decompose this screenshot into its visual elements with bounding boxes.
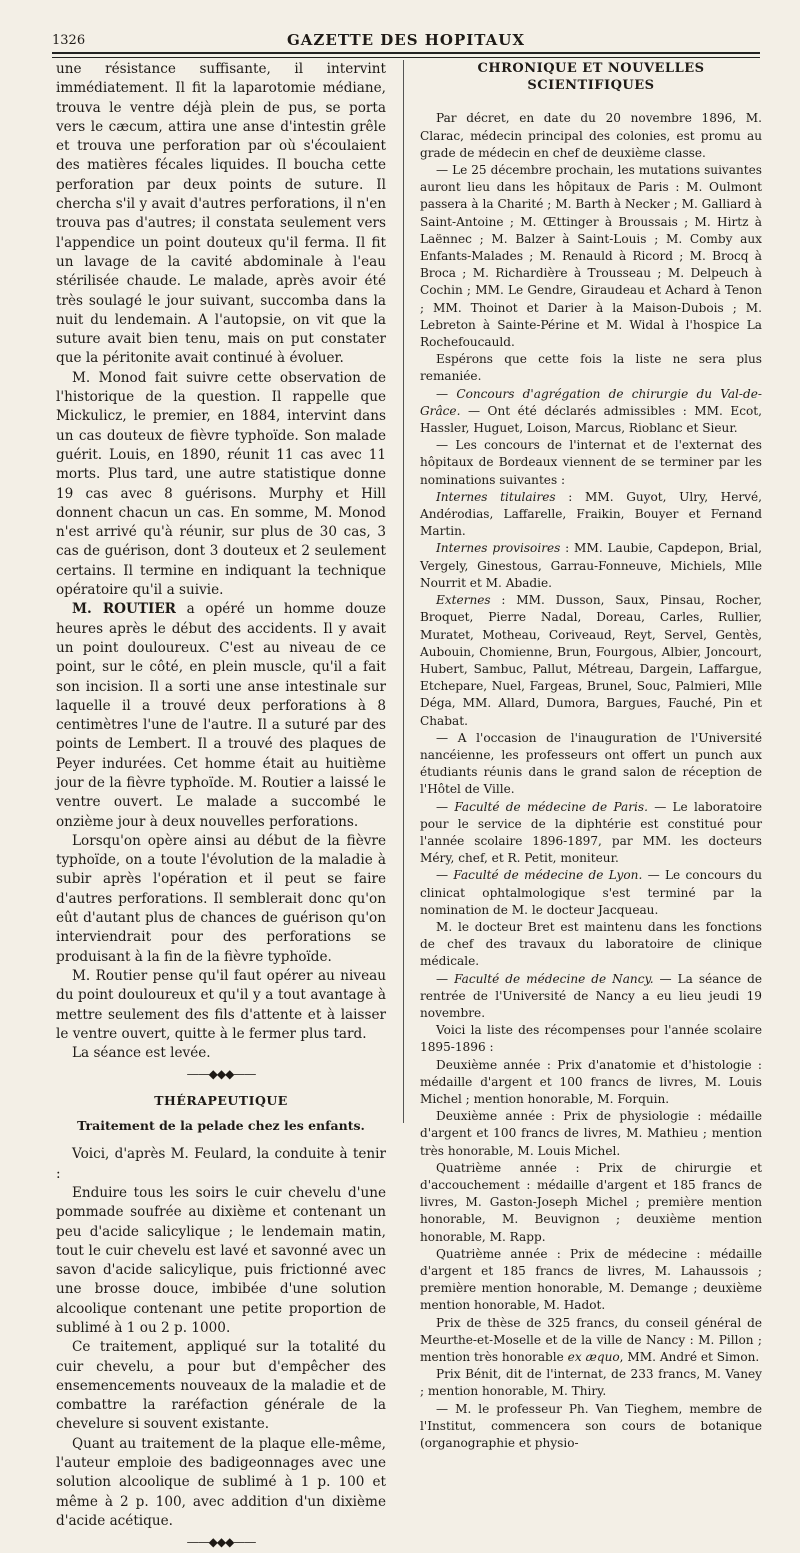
paragraph: Externes : MM. Dusson, Saux, Pinsau, Rocher, Broquet, Pierre Nadal, Doreau, Carles, Rullier, Muratet, Motheau, Coriveaud, Reyt, Servel, Gentès, Aubouin, Chomienne, Brun, Fourgous, Albier, Joncourt, Hubert, Sambuc, Pallut, Métreau, Dargein, Laffargue, Etchepare, Nuel, Fargeas, Brunel, Souc, Palmieri, Mlle Déga, MM. Allard, Dumora, Bargues, Fauché, Pin et Chabat. (420, 593, 762, 728)
paragraph: Quant au traitement de la plaque elle-même, l'auteur emploie des badigeonnages avec une solution alcoolique de sublimé à 1 p. 100 et même à 2 p. 100, avec addition d'un dixième d'acide acétique. (56, 1435, 386, 1529)
paragraph: Internes titulaires : MM. Guyot, Ulry, Hervé, Andérodias, Laffarelle, Fraikin, Bouyer et Fernand Martin. (420, 489, 762, 539)
paragraph: — A l'occasion de l'inauguration de l'Université nancéienne, les professeurs ont offert un punch aux étudiants réunis dans le grand salon de réception de l'Hôtel de Ville. (420, 730, 762, 797)
page-header (52, 28, 760, 52)
paragraph: Deuxième année : Prix d'anatomie et d'histologie : médaille d'argent et 100 francs de livres, M. Louis Michel ; mention honorable, M. Forquin. (420, 1057, 762, 1106)
paragraph: — M. le professeur Ph. Van Tieghem, membre de l'Institut, commencera son cours de botanique (organographie et physio- (420, 1401, 762, 1451)
paragraph: M. Routier pense qu'il faut opérer au niveau du point douloureux et qu'il y a tout avantage à mettre seulement des fils d'attente et à laisser le ventre ouvert, quitte à le fermer plus tard. (56, 967, 386, 1042)
paragraph: Quatrième année : Prix de médecine : médaille d'argent et 185 francs de livres, M. Lahaussois ; première mention honorable, M. Demange ; deuxième mention honorable, M. Hadot. (420, 1246, 762, 1313)
paragraph: M. le docteur Bret est maintenu dans les fonctions de chef des travaux du laboratoire de clinique médicale. (420, 919, 762, 969)
column-divider (403, 60, 404, 1123)
paragraph: — Concours d'agrégation de chirurgie du Val-de-Grâce. — Ont été déclarés admissibles : MM. Ecot, Hassler, Huguet, Loison, Marcus, Rioblanc et Sieur. (420, 386, 762, 436)
paragraph: Prix de thèse de 325 francs, du conseil général de Meurthe-et-Moselle et de la ville de Nancy : M. Pillon ; mention très honorable ex æquo, MM. André et Simon. (420, 1315, 762, 1365)
right-column (420, 60, 763, 1451)
paragraph: Prix Bénit, dit de l'internat, de 233 francs, M. Vaney ; mention honorable, M. Thiry. (420, 1367, 762, 1399)
paragraph: Lorsqu'on opère ainsi au début de la fièvre typhoïde, on a toute l'évolution de la maladie à subir après l'opération et il peut se faire d'autres perforations. Il semblerait donc qu'on eût d'autant plus de chances de guérison qu'on interviendrait pour des perforations se produisant à la fin de la fièvre typhoïde. (56, 832, 386, 965)
paragraph: Internes provisoires : MM. Laubie, Capdepon, Brial, Vergely, Ginestous, Garrau-Fonneuve, Michiels, Mlle Nourrit et M. Abadie. (420, 541, 762, 590)
paragraph: — Faculté de médecine de Nancy. — La séance de rentrée de l'Université de Nancy a eu lieu jeudi 19 novembre. (420, 971, 763, 1020)
paragraph: Voici la liste des récompenses pour l'année scolaire 1895-1896 : (420, 1023, 762, 1055)
paragraph: Voici, d'après M. Feulard, la conduite à tenir : (56, 1146, 386, 1182)
paragraph: Espérons que cette fois la liste ne sera plus remaniée. (420, 352, 762, 384)
paragraph: une résistance suffisante, il intervint immédiatement. Il fit la laparotomie médiane, trouva le ventre déjà plein de pus, se porta vers le cæcum, attira une anse d'intestin grêle et trouva une perforation par où s'écoulaient des matières fécales liquides. Il boucha cette perforation par deux points de suture. Il chercha s'il y avait d'autres perforations, il n'en trouva pas d'autres; il constata seulement vers l'appendice un point douteux qu'il ferma. Il fit un lavage de la cavité abdominale à l'eau stérilisée chaude. Le malade, après avoir été très soulagé le jour suivant, succomba dans la nuit du lendemain. A l'autopsie, on vit que la suture avait bien tenu, mais on put constater que la péritonite avait continué à évoluer. (56, 61, 386, 367)
paragraph: — Le 25 décembre prochain, les mutations suivantes auront lieu dans les hôpitaux de Paris : M. Oulmont passera à la Charité ; M. Barth à Necker ; M. Galliard à Saint-Antoine ; M. Œttinger à Broussais ; M. Hirtz à Laënnec ; M. Balzer à Saint-Louis ; M. Comby aux Enfants-Malades ; M. Renauld à Ricord ; M. Brocq à Broca ; M. Richardière à Trousseau ; M. Delpeuch à Cochin ; MM. Le Gendre, Giraudeau et Achard à Tenon ; MM. Thoinot et Darier à la Maison-Dubois ; M. Lebreton à Sainte-Périne et M. Widal à l'hospice La Rochefoucauld. (420, 163, 762, 350)
paragraph: Ce traitement, appliqué sur la totalité du cuir chevelu, a pour but d'empêcher des ensemencements nouveaux de la maladie et de combattre la raréfaction générale de la chevelure si souvent existante. (56, 1339, 386, 1433)
paragraph: Deuxième année : Prix de physiologie : médaille d'argent et 100 francs de livres, M. Mathieu ; mention très honorable, M. Louis Michel. (420, 1109, 762, 1158)
article-title: Traitement de la pelade chez les enfants. (77, 1118, 365, 1134)
ornament-divider: ——◆◆◆—— (186, 1067, 256, 1082)
speaker-name: M. ROUTIER (72, 601, 176, 618)
paragraph: — Faculté de médecine de Paris. — Le laboratoire pour le service de la diphtérie est constitué pour l'année scolaire 1896-1897, par MM. les docteurs Méry, chef, et R. Petit, moniteur. (420, 799, 762, 866)
left-column (56, 60, 386, 1550)
paragraph: Par décret, en date du 20 novembre 1896, M. Clarac, médecin principal des colonies, est promu au grade de médecin en chef de deuxième classe. (420, 111, 762, 160)
paragraph: Quatrième année : Prix de chirurgie et d'accouchement : médaille d'argent et 185 francs de livres, M. Gaston-Joseph Michel ; première mention honorable, M. Beuvignon ; deuxième mention honorable, M. Rapp. (420, 1160, 762, 1244)
paragraph: La séance est levée. (72, 1045, 211, 1062)
paragraph: — Faculté de médecine de Lyon. — Le concours du clinicat ophtalmologique s'est terminé par la nomination de M. le docteur Jacqueau. (420, 868, 762, 917)
journal-title: GAZETTE DES HOPITAUX (286, 31, 525, 49)
paragraph: M. Monod fait suivre cette observation de l'historique de la question. Il rappelle que Mickulicz, le premier, en 1884, intervint dans un cas douteux de fièvre typhoïde. Son malade guérit. Louis, en 1890, réunit 11 cas avec 11 morts. Plus tard, une autre statistique donne 19 cas avec 8 guérisons. Murphy et Hill donnent chacun un cas. En somme, M. Monod n'est arrivé qu'à réunir, sur plus de 30 cas, 3 cas de guérison, dont 3 douteux et 2 seulement certains. Il termine en indiquant la technique opératoire qu'il a suivie. (56, 369, 386, 599)
section-title: THÉRAPEUTIQUE (154, 1092, 288, 1108)
paragraph: Enduire tous les soirs le cuir chevelu d'une pommade soufrée au dixième et contenant un peu d'acide salicylique ; le lendemain matin, tout le cuir chevelu est lavé et savonné avec un savon d'acide salicylique, puis frictionné avec une brosse douce, imbibée d'une solution alcoolique contenant une petite proportion de sublimé à 1 ou 2 p. 1000. (56, 1184, 386, 1336)
paragraph: — Les concours de l'internat et de l'externat des hôpitaux de Bordeaux viennent de se terminer par les nominations suivantes : (420, 438, 762, 487)
section-title: CHRONIQUE ET NOUVELLES SCIENTIFIQUES (477, 61, 705, 94)
header-rule-thin (52, 57, 760, 58)
paragraph: M. ROUTIER a opéré un homme douze heures après le début des accidents. Il y avait un point douloureux. C'est au niveau de ce point, sur le côté, en plein muscle, qu'il a fait son incision. Il a sorti une anse intestinale sur laquelle il a trouvé deux perforations à 8 centimètres l'une de l'autre. Il a suturé par des points de Lembert. Il a trouvé des plaques de Peyer indurées. Cet homme était au huitième jour de la fièvre typhoïde. M. Routier a laissé le ventre ouvert. Le malade a succombé le onzième jour à deux nouvelles perforations. (56, 601, 386, 830)
ornament-divider: ——◆◆◆—— (186, 1535, 256, 1550)
page-number: 1326 (52, 32, 86, 48)
header-rule-thick (52, 52, 760, 54)
